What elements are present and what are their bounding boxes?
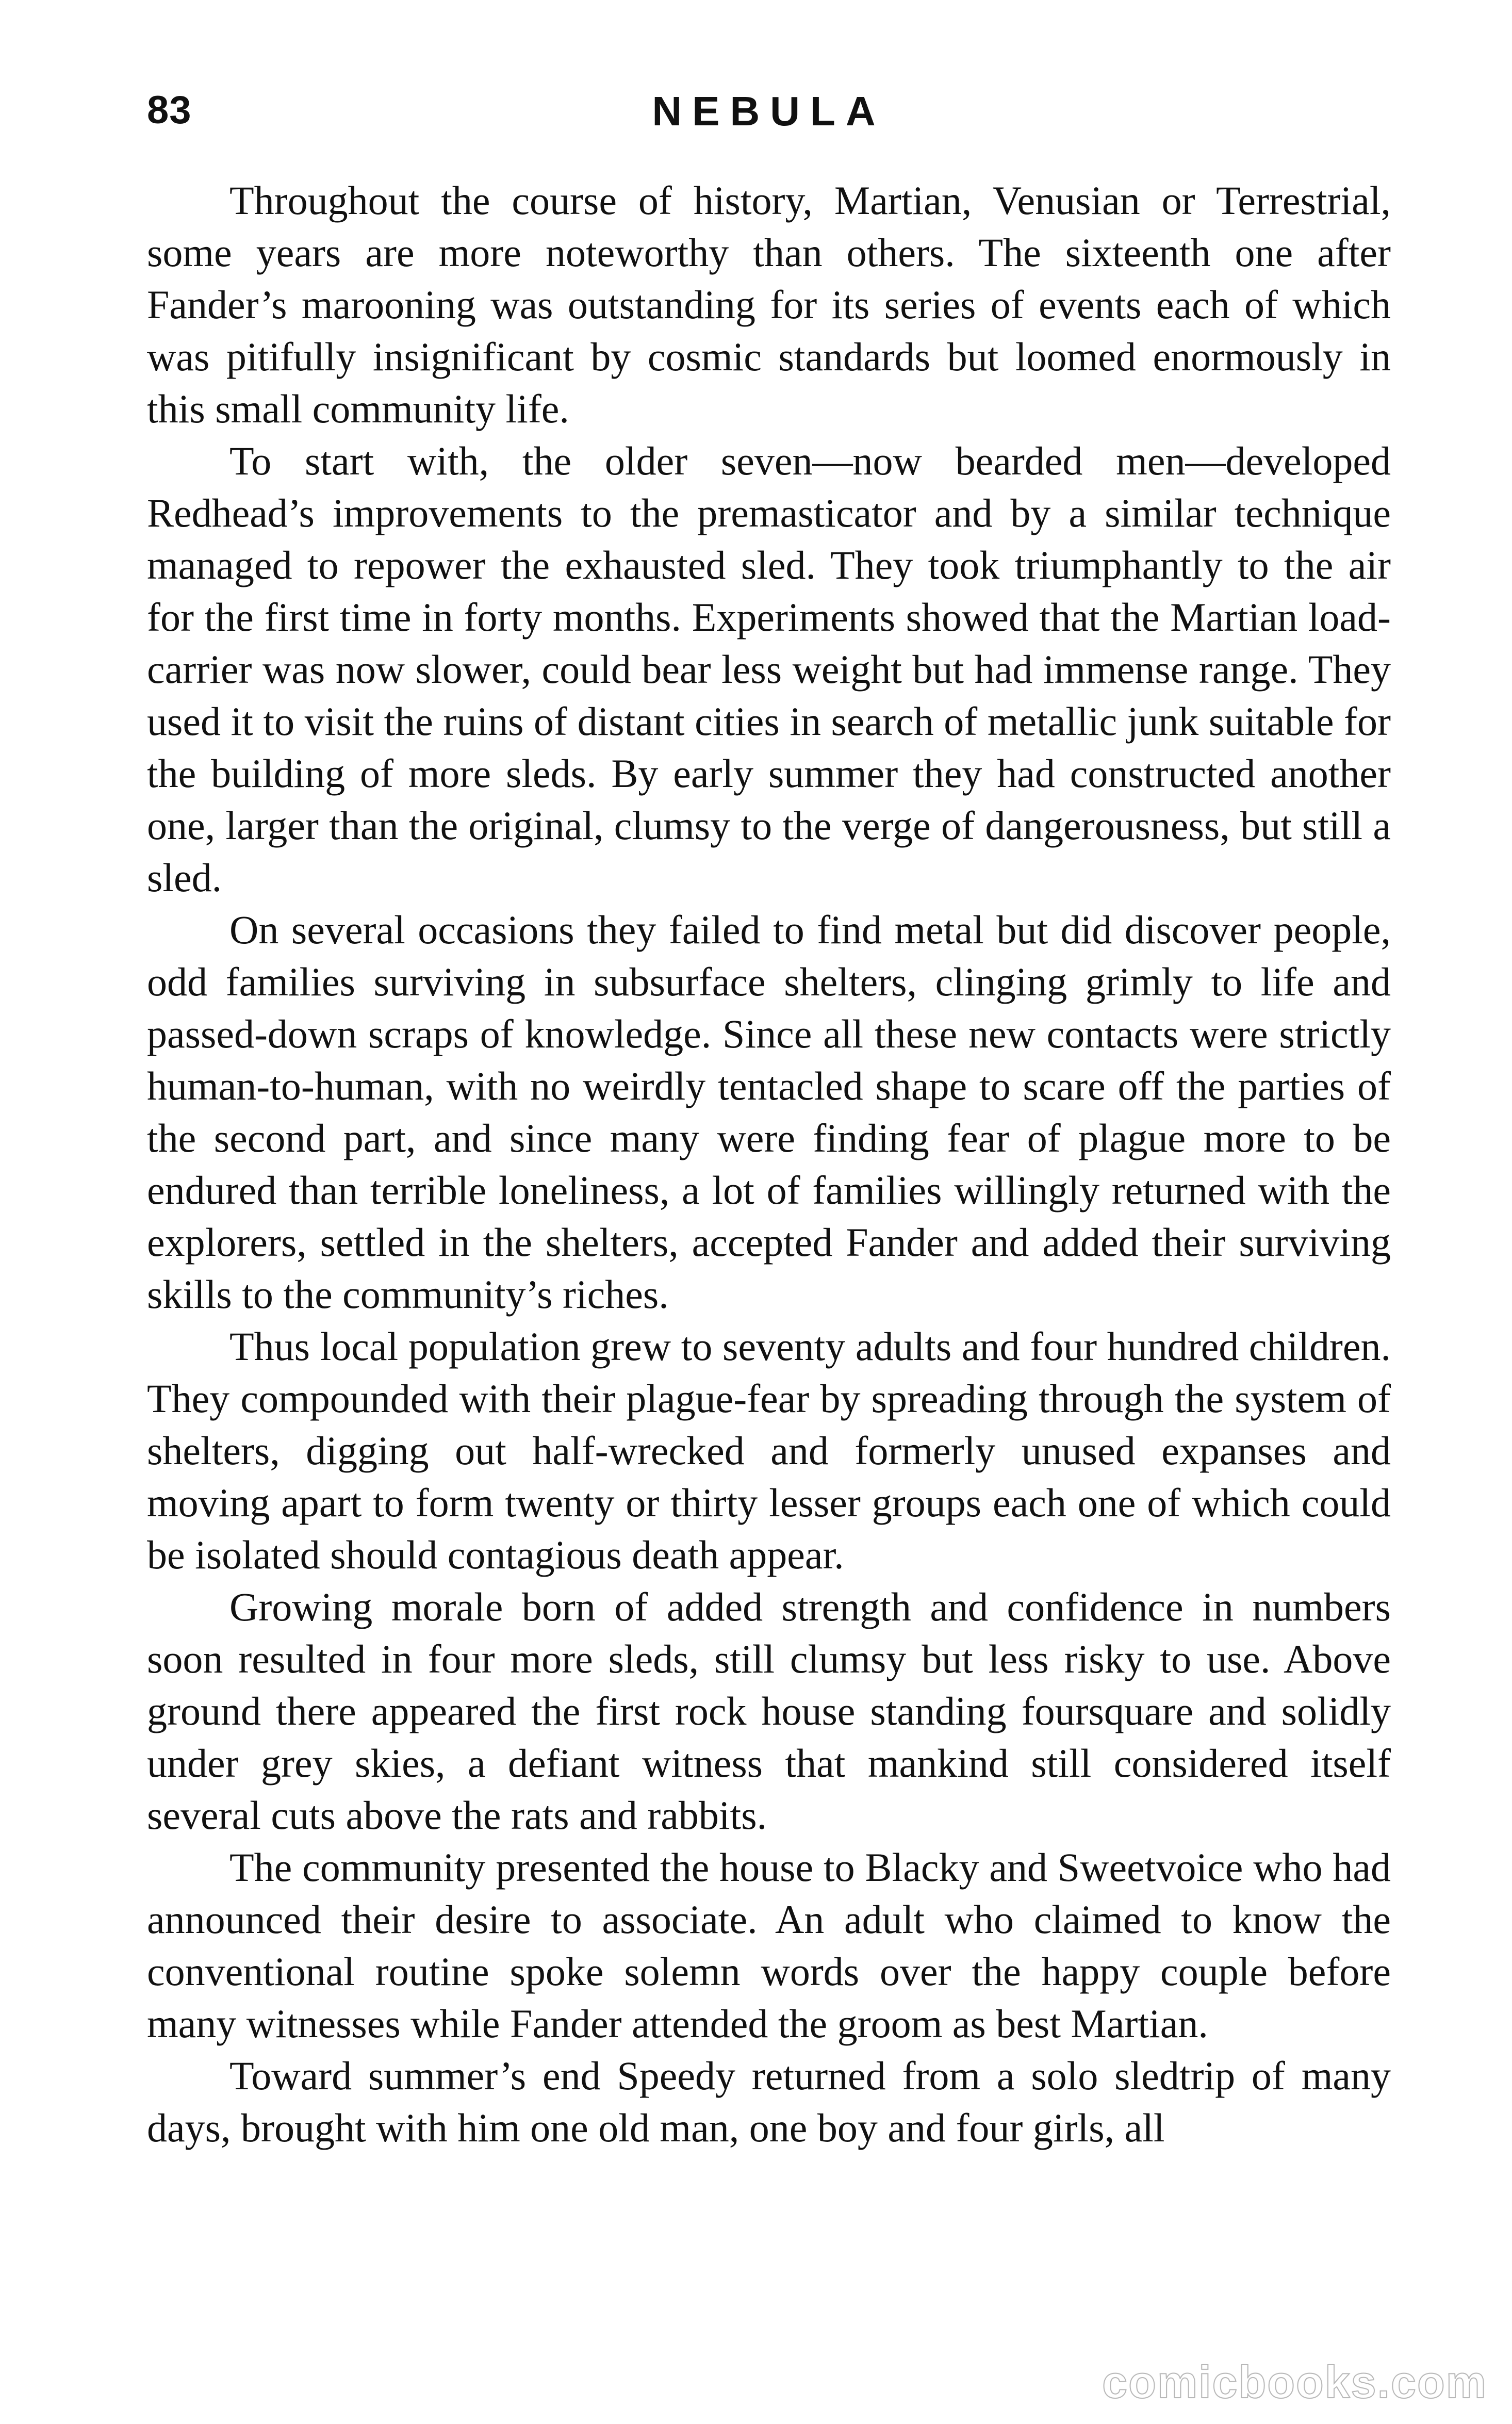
paragraph: On several occasions they failed to find metal but did discover people, odd families surviving in subsurface shelters, clinging grimly to life and passed-down scraps of knowledge. Since all these new contacts were strictly human-to-human, with no weirdly tentacled shape to scare off the parties of the second part, and since many were finding fear of plague more to be endured than terrible loneliness, a lot of families willingly returned with the explorers, settled in the shelters, accepted Fander and added their surviving skills to the community’s riches. bbox=[147, 907, 1391, 1317]
paragraph: Growing morale born of added strength and confidence in numbers soon resulted in four more sleds, still clumsy but less risky to use. Above ground there appeared the first rock house standing foursquare and solidly under grey skies, a defiant witness that mankind still considered itself several cuts above the rats and rabbits. bbox=[147, 1584, 1391, 1838]
running-head bbox=[147, 88, 1391, 144]
watermark: comicbooks.com bbox=[1102, 2356, 1487, 2407]
story-text bbox=[147, 174, 1391, 2154]
magazine-title: NEBULA bbox=[652, 88, 886, 134]
paragraph: Thus local population grew to seventy adults and four hundred children. They compounded with their plague-fear by spreading through the system of shelters, digging out half-wrecked and formerly unused expanses and moving apart to form twenty or thirty lesser groups each one of which could be isolated should contagious death appear. bbox=[147, 1324, 1391, 1577]
page-number: 83 bbox=[147, 88, 192, 132]
paragraph: To start with, the older seven—now bearded men—developed Redhead’s improvements to the premasticator and by a similar technique managed to repower the exhausted sled. They took triumphantly to the air for the first time in forty months. Experiments showed that the Martian load-carrier was now slower, could bear less weight but had immense range. They used it to visit the ruins of distant cities in search of metallic junk suitable for the building of more sleds. By early summer they had constructed another one, larger than the original, clumsy to the verge of dangerousness, but still a sled. bbox=[147, 438, 1391, 900]
paragraph: The community presented the house to Blacky and Sweetvoice who had announced their desire to associate. An adult who claimed to know the conventional routine spoke solemn words over the happy couple before many witnesses while Fander attended the groom as best Martian. bbox=[147, 1845, 1391, 2046]
paragraph: Toward summer’s end Speedy returned from a solo sledtrip of many days, brought with him one old man, one boy and four girls, all bbox=[147, 2053, 1391, 2150]
paragraph: Throughout the course of history, Martian, Venusian or Terrestrial, some years are more noteworthy than others. The sixteenth one after Fander’s marooning was outstanding for its series of events each of which was pitifully insignificant by cosmic standards but loomed enormously in this small community life. bbox=[147, 178, 1391, 431]
